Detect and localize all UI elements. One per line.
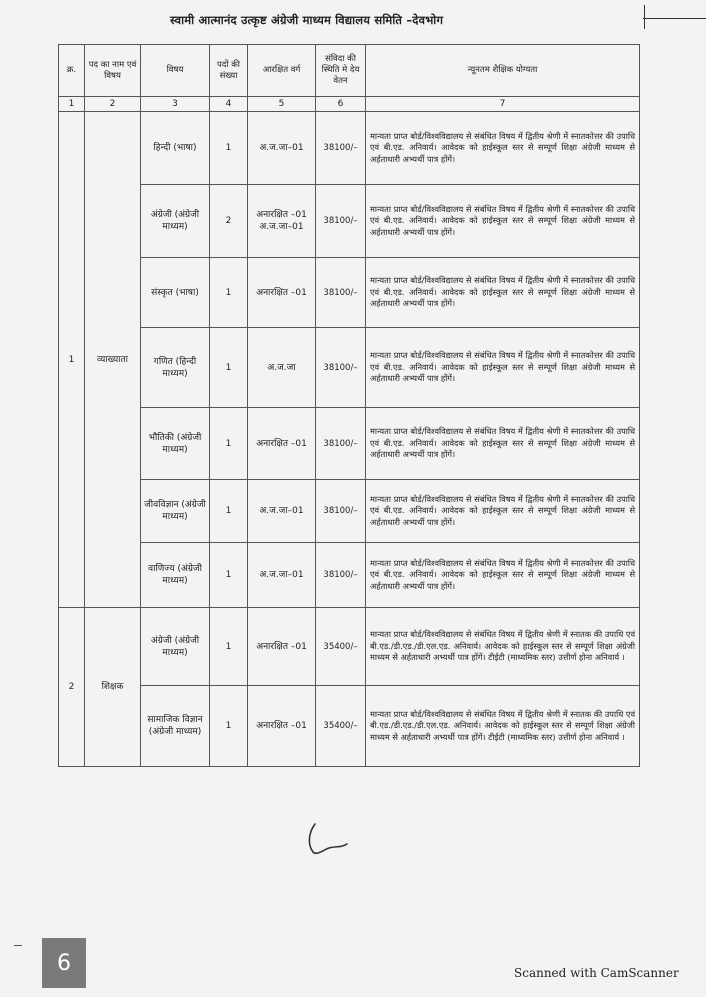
header-sno: क्र. xyxy=(59,45,85,97)
salary-cell: 35400/– xyxy=(316,608,366,686)
table-row xyxy=(59,258,640,328)
qualification-cell: मान्यता प्राप्त बोर्ड/विश्वविद्यालय से संबंधित विषय में द्वितीय श्रेणी में स्नातकोत्तर की उपाधि एवं बी.एड. अनिवार्य। आवेदक को हाईस्कूल स्तर से सम्पूर्ण शिक्षा अंग्रेजी माध्यम से अर्हताधारी अभ्यर्थी पात्र होंगें। xyxy=(366,480,640,543)
salary-cell: 38100/– xyxy=(316,258,366,328)
vacancy-table xyxy=(58,44,640,767)
corner-mark xyxy=(643,18,706,19)
column-number-row xyxy=(59,97,640,112)
subject-cell: वाणिज्य (अंग्रेजी माध्यम) xyxy=(141,543,210,608)
subject-cell: सामाजिक विज्ञान (अंग्रेजी माध्यम) xyxy=(141,686,210,767)
page-number-badge: 6 xyxy=(42,938,86,988)
group-post: शिक्षक xyxy=(85,608,141,767)
count-cell: 1 xyxy=(210,112,248,185)
header-category: आरक्षित वर्ग xyxy=(248,45,316,97)
qualification-cell: मान्यता प्राप्त बोर्ड/विश्वविद्यालय से संबंधित विषय में द्वितीय श्रेणी में स्नातकोत्तर की उपाधि एवं बी.एड. अनिवार्य। आवेदक को हाईस्कूल स्तर से सम्पूर्ण शिक्षा अंग्रेजी माध्यम से अर्हताधारी अभ्यर्थी पात्र होंगें। xyxy=(366,543,640,608)
count-cell: 1 xyxy=(210,408,248,480)
subject-cell: हिन्दी (भाषा) xyxy=(141,112,210,185)
count-cell: 1 xyxy=(210,328,248,408)
count-cell: 1 xyxy=(210,258,248,328)
salary-cell: 38100/– xyxy=(316,408,366,480)
category-cell: अनारक्षित –01 xyxy=(248,686,316,767)
category-cell: अनारक्षित –01 अ.ज.जा–01 xyxy=(248,185,316,258)
subject-cell: भौतिकी (अंग्रेजी माध्यम) xyxy=(141,408,210,480)
column-number: 4 xyxy=(210,97,248,112)
column-number: 1 xyxy=(59,97,85,112)
table-row xyxy=(59,686,640,767)
table-row xyxy=(59,543,640,608)
group-sno: 2 xyxy=(59,608,85,767)
table-row xyxy=(59,608,640,686)
qualification-cell: मान्यता प्राप्त बोर्ड/विश्वविद्यालय से संबंधित विषय में द्वितीय श्रेणी में स्नातक की उपाधि एवं बी.एड./डी.एड./डी.एल.एड. अनिवार्य। आवेदक को हाईस्कूल स्तर से सम्पूर्ण शिक्षा अंग्रेजी माध्यम से अर्हताधारी अभ्यर्थी पात्र होंगें। टीईटी (माध्यमिक स्तर) उत्तीर्ण होना अनिवार्य । xyxy=(366,608,640,686)
column-number: 2 xyxy=(85,97,141,112)
subject-cell: जीवविज्ञान (अंग्रेजी माध्यम) xyxy=(141,480,210,543)
subject-cell: अंग्रेजी (अंग्रेजी माध्यम) xyxy=(141,185,210,258)
category-cell: अ.ज.जा–01 xyxy=(248,543,316,608)
salary-cell: 38100/– xyxy=(316,112,366,185)
qualification-cell: मान्यता प्राप्त बोर्ड/विश्वविद्यालय से संबंधित विषय में द्वितीय श्रेणी में स्नातकोत्तर की उपाधि एवं बी.एड. अनिवार्य। आवेदक को हाईस्कूल स्तर से सम्पूर्ण शिक्षा अंग्रेजी माध्यम से अर्हताधारी अभ्यर्थी पात्र होंगें। xyxy=(366,185,640,258)
category-cell: अ.ज.जा xyxy=(248,328,316,408)
count-cell: 1 xyxy=(210,608,248,686)
category-cell: अ.ज.जा–01 xyxy=(248,480,316,543)
salary-cell: 38100/– xyxy=(316,185,366,258)
page-title: स्वामी आत्मानंद उत्कृष्ट अंग्रेजी माध्यम विद्यालय समिति –देवभोग xyxy=(170,13,444,27)
salary-cell: 35400/– xyxy=(316,686,366,767)
column-number: 6 xyxy=(316,97,366,112)
edge-mark xyxy=(14,945,22,946)
column-number: 7 xyxy=(366,97,640,112)
count-cell: 1 xyxy=(210,686,248,767)
header-salary: संविदा की स्थिति मे देय वेतन xyxy=(316,45,366,97)
category-cell: अनारक्षित –01 xyxy=(248,608,316,686)
qualification-cell: मान्यता प्राप्त बोर्ड/विश्वविद्यालय से संबंधित विषय में द्वितीय श्रेणी में स्नातकोत्तर की उपाधि एवं बी.एड. अनिवार्य। आवेदक को हाईस्कूल स्तर से सम्पूर्ण शिक्षा अंग्रेजी माध्यम से अर्हताधारी अभ्यर्थी पात्र होंगें। xyxy=(366,258,640,328)
column-number: 5 xyxy=(248,97,316,112)
subject-cell: संस्कृत (भाषा) xyxy=(141,258,210,328)
header-subject: विषय xyxy=(141,45,210,97)
column-number: 3 xyxy=(141,97,210,112)
salary-cell: 38100/– xyxy=(316,480,366,543)
salary-cell: 38100/– xyxy=(316,543,366,608)
group-post: व्याख्याता xyxy=(85,112,141,608)
scanner-watermark: Scanned with CamScanner xyxy=(514,966,679,980)
table-row xyxy=(59,480,640,543)
table-row xyxy=(59,112,640,185)
qualification-cell: मान्यता प्राप्त बोर्ड/विश्वविद्यालय से संबंधित विषय में द्वितीय श्रेणी में स्नातक की उपाधि एवं बी.एड./डी.एड./डी.एल.एड. अनिवार्य। आवेदक को हाईस्कूल स्तर से सम्पूर्ण शिक्षा अंग्रेजी माध्यम से अर्हताधारी अभ्यर्थी पात्र होंगें। टीईटी (माध्यमिक स्तर) उत्तीर्ण होना अनिवार्य । xyxy=(366,686,640,767)
header-count: पदों की संख्या xyxy=(210,45,248,97)
salary-cell: 38100/– xyxy=(316,328,366,408)
category-cell: अनारक्षित –01 xyxy=(248,408,316,480)
header-post: पद का नाम एवं विषय xyxy=(85,45,141,97)
category-cell: अ.ज.जा–01 xyxy=(248,112,316,185)
table-row xyxy=(59,185,640,258)
count-cell: 2 xyxy=(210,185,248,258)
table-row xyxy=(59,328,640,408)
subject-cell: अंग्रेजी (अंग्रेजी माध्यम) xyxy=(141,608,210,686)
qualification-cell: मान्यता प्राप्त बोर्ड/विश्वविद्यालय से संबंधित विषय में द्वितीय श्रेणी में स्नातकोत्तर की उपाधि एवं बी.एड. अनिवार्य। आवेदक को हाईस्कूल स्तर से सम्पूर्ण शिक्षा अंग्रेजी माध्यम से अर्हताधारी अभ्यर्थी पात्र होंगें। xyxy=(366,408,640,480)
table-row xyxy=(59,408,640,480)
count-cell: 1 xyxy=(210,480,248,543)
handwritten-mark xyxy=(303,820,351,858)
corner-mark-vertical xyxy=(644,5,645,29)
count-cell: 1 xyxy=(210,543,248,608)
header-qualification: न्यूनतम शैक्षिक योग्यता xyxy=(366,45,640,97)
category-cell: अनारक्षित –01 xyxy=(248,258,316,328)
group-sno: 1 xyxy=(59,112,85,608)
qualification-cell: मान्यता प्राप्त बोर्ड/विश्वविद्यालय से संबंधित विषय में द्वितीय श्रेणी में स्नातकोत्तर की उपाधि एवं बी.एड. अनिवार्य। आवेदक को हाईस्कूल स्तर से सम्पूर्ण शिक्षा अंग्रेजी माध्यम से अर्हताधारी अभ्यर्थी पात्र होंगें। xyxy=(366,112,640,185)
qualification-cell: मान्यता प्राप्त बोर्ड/विश्वविद्यालय से संबंधित विषय में द्वितीय श्रेणी में स्नातकोत्तर की उपाधि एवं बी.एड. अनिवार्य। आवेदक को हाईस्कूल स्तर से सम्पूर्ण शिक्षा अंग्रेजी माध्यम से अर्हताधारी अभ्यर्थी पात्र होंगें। xyxy=(366,328,640,408)
subject-cell: गणित (हिन्दी माध्यम) xyxy=(141,328,210,408)
